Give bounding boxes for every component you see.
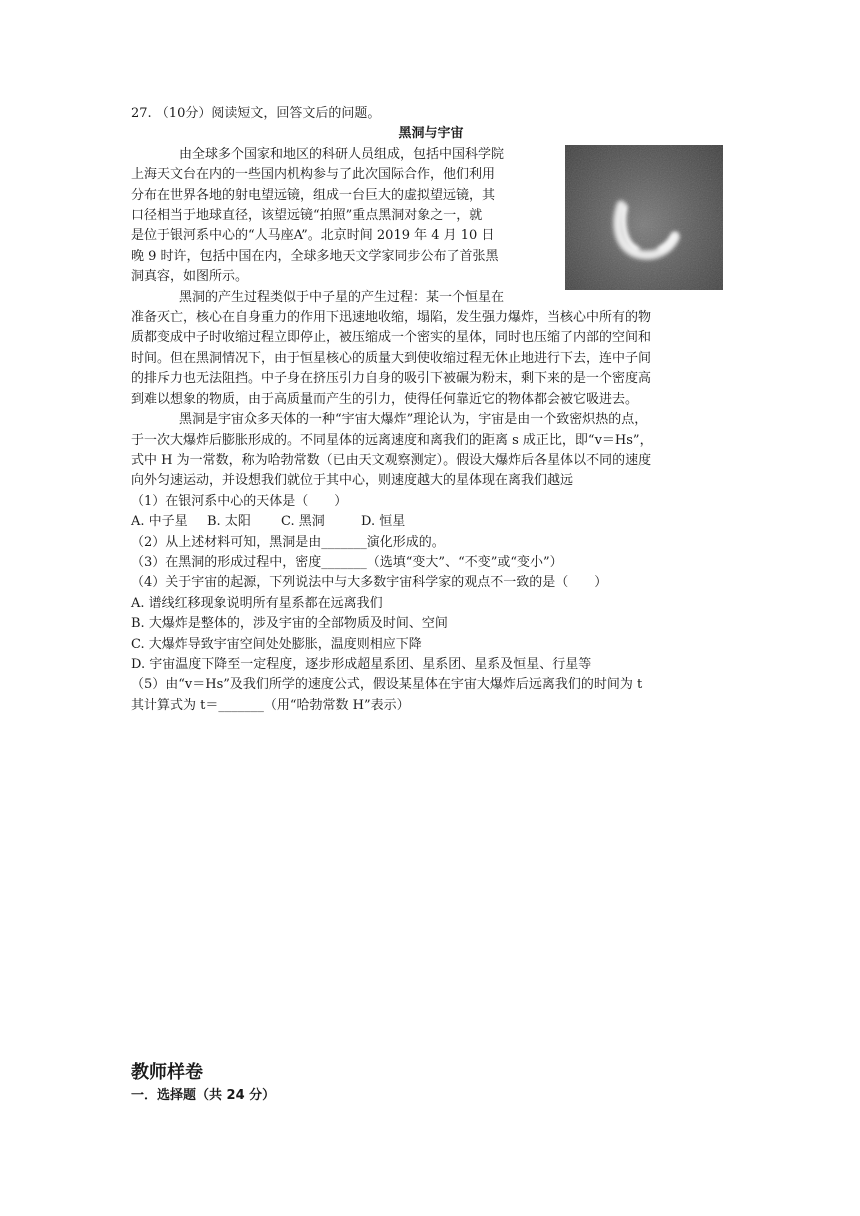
question-body: [131, 104, 731, 716]
paragraph-line: 晚 9 时许，包括中国在内，全球多地天文学家同步公布了首张黑: [131, 248, 499, 264]
paragraph-line: 的排斥力也无法阻挡。中子身在挤压引力自身的吸引下被碾为粉末，剩下来的是一个密度高: [131, 371, 652, 387]
paragraph-line: 黑洞是宇宙众多天体的一种“宇宙大爆炸”理论认为，宇宙是由一个致密炽热的点，: [179, 412, 648, 428]
question-header: 27. （10分）阅读短文，回答文后的问题。: [131, 106, 381, 121]
option-a[interactable]: A. 中子星: [131, 514, 188, 530]
paragraph-3: [131, 410, 731, 492]
section-subheading: 一．选择题（共 24 分）: [131, 1088, 276, 1103]
q4-option-a[interactable]: A. 谱线红移现象说明所有星系都在远离我们: [131, 595, 383, 611]
paragraph-line: 黑洞的产生过程类似于中子星的产生过程：某一个恒星在: [179, 289, 505, 305]
sub-question-2: （2）从上述材料可知，黑洞是由_______演化形成的。: [131, 534, 445, 550]
paragraph-line: 于一次大爆炸后膨胀形成的。不同星体的远离速度和离我们的距离 s 成正比，即“v＝Hs”，: [131, 432, 653, 448]
paragraph-1: [131, 145, 731, 288]
passage-title: 黑洞与宇宙: [398, 126, 464, 142]
sub-question-5-line: （5）由“v＝Hs”及我们所学的速度公式，假设某星体在宇宙大爆炸后远离我们的时间为 t: [131, 677, 643, 693]
paragraph-line: 是位于银河系中心的“人马座A”。北京时间 2019 年 4 月 10 日: [131, 228, 495, 244]
paragraph-line: 由全球多个国家和地区的科研人员组成，包括中国科学院: [179, 146, 505, 162]
option-d[interactable]: D. 恒星: [361, 514, 406, 530]
sub-question-1: （1）在银河系中心的天体是（ ）: [131, 493, 348, 509]
paragraph-line: 准备灭亡，核心在自身重力的作用下迅速地收缩，塌陷，发生强力爆炸，当核心中所有的物: [131, 310, 652, 326]
paragraph-line: 时间。但在黑洞情况下，由于恒星核心的质量大到使收缩过程无休止地进行下去，连中子间: [131, 350, 652, 366]
q4-option-d[interactable]: D. 宇宙温度下降至一定程度，逐步形成超星系团、星系团、星系及恒星、行星等: [131, 656, 592, 672]
option-c[interactable]: C. 黑洞: [281, 514, 325, 530]
option-b[interactable]: B. 太阳: [207, 514, 251, 530]
paragraph-line: 质都变成中子时收缩过程立即停止，被压缩成一个密实的星体，同时也压缩了内部的空间和: [131, 330, 652, 346]
paragraph-line: 洞真容，如图所示。: [131, 269, 249, 285]
paragraph-line: 到难以想象的物质，由于高质量而产生的引力，使得任何靠近它的物体都会被它吸进去。: [131, 391, 639, 407]
paragraph-line: 式中 H 为一常数，称为哈勃常数（已由天文观察测定）。假设大爆炸后各星体以不同的速度: [131, 452, 652, 468]
sub-question-3: （3）在黑洞的形成过程中，密度_______（选填“变大”、“不变”或“变小”）: [131, 554, 563, 570]
sub-question-4: （4）关于宇宙的起源，下列说法中与大多数宇宙科学家的观点不一致的是（ ）: [131, 575, 608, 591]
paragraph-line: 上海天文台在内的一些国内机构参与了此次国际合作，他们利用: [131, 167, 496, 183]
q4-option-b[interactable]: B. 大爆炸是整体的，涉及宇宙的全部物质及时间、空间: [131, 616, 448, 632]
q4-option-c[interactable]: C. 大爆炸导致宇宙空间处处膨胀，温度则相应下降: [131, 636, 422, 652]
paragraph-line: 分布在世界各地的射电望远镜，组成一台巨大的虚拟望远镜，其: [131, 187, 496, 203]
paragraph-2: [131, 288, 731, 410]
paragraph-line: 向外匀速运动，并设想我们就位于其中心，则速度越大的星体现在离我们越远: [131, 473, 574, 489]
sub-question-5-line: 其计算式为 t＝_______（用“哈勃常数 H”表示）: [131, 697, 410, 713]
teacher-sample-heading: 教师样卷: [131, 1062, 203, 1083]
paragraph-line: 口径相当于地球直径，该望远镜“拍照”重点黑洞对象之一，就: [131, 208, 483, 224]
q1-options: [131, 512, 731, 532]
